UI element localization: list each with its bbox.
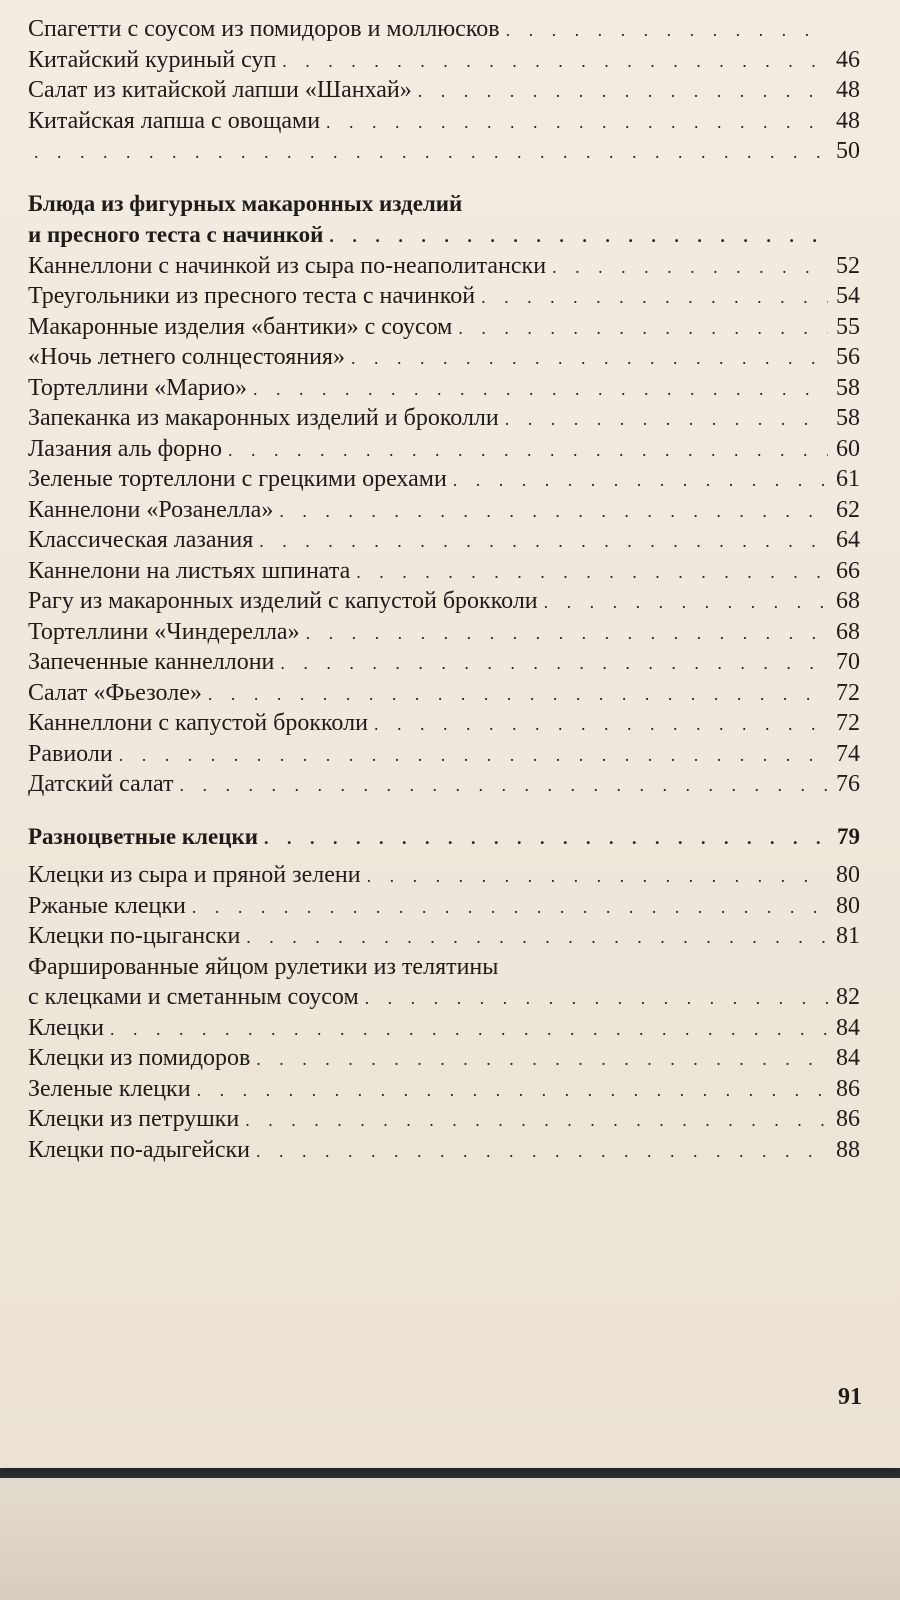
toc-entry-title: Классическая лазания: [28, 527, 254, 553]
section-heading-page: 79: [837, 823, 860, 849]
dot-leader: [256, 1141, 828, 1162]
toc-entry: [28, 497, 860, 528]
toc-entry-page: 60: [836, 435, 860, 462]
dot-leader: [180, 775, 829, 796]
dot-leader: [329, 226, 828, 247]
toc-entry-page: 55: [836, 313, 860, 340]
toc-entry-title: Датский салат: [28, 771, 174, 797]
toc-entry: [28, 108, 860, 139]
section-spacer: [28, 169, 860, 191]
section-heading: [28, 191, 860, 222]
toc-entry-title: Каннеллони с капустой брокколи: [28, 710, 368, 736]
toc-entry-title: Клецки: [28, 1014, 104, 1041]
toc-entry-page: 56: [836, 344, 860, 370]
toc-entry: [28, 1106, 860, 1137]
dot-leader: [208, 684, 828, 705]
dot-leader: [453, 470, 828, 491]
toc-entry-title: Салат из китайской лапши «Шанхай»: [28, 77, 412, 103]
toc-entry-title: Салат «Фьезоле»: [28, 679, 202, 706]
toc-entry: [28, 923, 860, 954]
dot-leader: [506, 20, 828, 41]
toc-entry-title: Ржаные клецки: [28, 892, 186, 919]
section-heading-title: Разноцветные клецки: [28, 823, 259, 849]
toc-entry: [28, 710, 860, 741]
toc-entry-title: Каннелони «Розанелла»: [28, 496, 274, 523]
toc-entry-title: Клецки по-цыгански: [28, 923, 241, 949]
dot-leader: [505, 409, 828, 430]
table-of-contents: [28, 16, 860, 1167]
dot-leader: [228, 440, 828, 461]
toc-entry: [28, 1045, 860, 1076]
toc-entry: [28, 862, 860, 893]
toc-entry-page: 80: [836, 862, 860, 888]
toc-entry: [28, 466, 860, 497]
toc-entry-page: 82: [836, 984, 860, 1010]
toc-entry: [28, 984, 860, 1015]
dot-leader: [34, 142, 828, 163]
toc-entry-title: Спагетти с соусом из помидоров и моллюсков: [28, 16, 500, 42]
toc-entry-page: 46: [836, 46, 860, 73]
toc-entry-title: Тортеллини «Марио»: [28, 374, 247, 401]
dot-leader: [552, 257, 828, 278]
toc-entry-title: Каннеллони с начинкой из сыра по-неаполитански: [28, 252, 547, 279]
toc-entry-title: Китайский куриный суп: [28, 46, 277, 73]
dot-leader: [279, 501, 828, 522]
toc-entry-title: Запеканка из макаронных изделий и броколли: [28, 405, 499, 431]
dot-leader: [119, 745, 828, 766]
dot-leader: [374, 714, 828, 735]
toc-entry-page: 62: [836, 496, 860, 523]
toc-entry-title: Тортеллини «Чиндерелла»: [28, 618, 300, 645]
dot-leader: [280, 653, 828, 674]
toc-entry-title: Фаршированные яйцом рулетики из телятины: [28, 953, 499, 980]
toc-entry: [28, 436, 860, 467]
toc-entry-page: 52: [836, 252, 860, 279]
dot-leader: [418, 81, 828, 102]
toc-entry-title: Треугольники из пресного теста с начинкой: [28, 283, 476, 309]
dot-leader: [351, 348, 828, 369]
toc-entry: [28, 619, 860, 650]
dot-leader: [544, 592, 828, 613]
toc-entry-title: Запеченные каннеллони: [28, 649, 275, 675]
toc-entry-title: Китайская лапша с овощами: [28, 107, 321, 134]
toc-entry-page: 64: [836, 527, 860, 553]
dot-leader: [356, 562, 828, 583]
toc-entry-page: 61: [836, 466, 860, 492]
section-heading-line1: Блюда из фигурных макаронных изделий: [28, 190, 463, 216]
dot-leader: [365, 988, 828, 1009]
toc-entry-page: 68: [836, 588, 860, 614]
toc-entry-page: 68: [836, 618, 860, 645]
toc-entry-page: 84: [836, 1014, 860, 1041]
dot-leader: [458, 318, 828, 339]
toc-entry-page: 66: [836, 557, 860, 584]
dot-leader: [282, 51, 828, 72]
toc-entry: [28, 77, 860, 108]
page-number: 91: [838, 1384, 862, 1410]
toc-entry-page: 72: [836, 710, 860, 736]
dot-leader: [306, 623, 828, 644]
dot-leader: [367, 866, 828, 887]
toc-entry: [28, 558, 860, 589]
toc-entry: [28, 649, 860, 680]
toc-entry-title: с клецками и сметанным соусом: [28, 984, 359, 1010]
toc-entry-title: Лазания аль форно: [28, 435, 222, 462]
dot-leader: [256, 1049, 828, 1070]
toc-entry: [28, 680, 860, 711]
toc-entry-title: Клецки из сыра и пряной зелени: [28, 862, 361, 888]
toc-entry-page: 48: [836, 107, 860, 134]
toc-entry: [28, 253, 860, 284]
toc-entry-page: 54: [836, 283, 860, 309]
toc-entry-page: 86: [836, 1106, 860, 1132]
toc-entry-page: 84: [836, 1045, 860, 1071]
toc-entry-page: 80: [836, 892, 860, 919]
toc-entry: [28, 314, 860, 345]
dot-leader: [110, 1019, 828, 1040]
toc-entry: [28, 405, 860, 436]
toc-entry-title: Равиоли: [28, 740, 113, 767]
toc-entry: [28, 954, 860, 985]
toc-entry: [28, 527, 860, 558]
toc-entry-title: Каннелони на листьях шпината: [28, 557, 351, 584]
toc-entry: [28, 1137, 860, 1168]
section-heading: [28, 824, 860, 855]
toc-entry-title: Рагу из макаронных изделий с капустой брокколи: [28, 588, 538, 614]
toc-entry-page: 58: [836, 374, 860, 401]
dot-leader: [246, 927, 828, 948]
dot-leader: [481, 287, 828, 308]
section-heading: [28, 222, 860, 253]
toc-entry-page: 48: [836, 77, 860, 103]
toc-entry-title: Макаронные изделия «бантики» с соусом: [28, 313, 453, 340]
toc-entry-page: 76: [836, 771, 860, 797]
section-spacer: [28, 802, 860, 824]
toc-entry: [28, 771, 860, 802]
toc-entry-page: 72: [836, 679, 860, 706]
toc-entry: [28, 138, 860, 169]
toc-entry: [28, 344, 860, 375]
toc-entry: [28, 16, 860, 47]
toc-entry-page: 81: [836, 923, 860, 949]
toc-entry: [28, 741, 860, 772]
dot-leader: [197, 1080, 828, 1101]
toc-entry: [28, 375, 860, 406]
toc-entry: [28, 893, 860, 924]
toc-entry: [28, 1015, 860, 1046]
toc-entry-title: «Ночь летнего солнцестояния»: [28, 344, 345, 370]
toc-entry-page: 86: [836, 1075, 860, 1102]
dot-leader: [192, 897, 828, 918]
toc-entry-title: Клецки по-адыгейски: [28, 1136, 250, 1163]
toc-entry-page: 70: [836, 649, 860, 675]
toc-entry-page: 74: [836, 740, 860, 767]
dot-leader: [264, 828, 828, 849]
toc-entry-title: Зеленые тортеллони с грецкими орехами: [28, 466, 447, 492]
toc-entry-title: Зеленые клецки: [28, 1075, 191, 1102]
section-heading-line2: и пресного теста с начинкой: [28, 221, 324, 247]
toc-entry-page: 58: [836, 405, 860, 431]
toc-entry: [28, 283, 860, 314]
dot-leader: [253, 379, 828, 400]
table-surface: [0, 1470, 900, 1600]
toc-entry-page: 50: [836, 138, 860, 164]
dot-leader: [245, 1110, 828, 1131]
dot-leader: [259, 531, 828, 552]
toc-entry-title: Клецки из петрушки: [28, 1106, 240, 1132]
toc-entry: [28, 1076, 860, 1107]
toc-entry: [28, 588, 860, 619]
toc-entry-page: 88: [836, 1136, 860, 1163]
toc-entry-title: Клецки из помидоров: [28, 1045, 251, 1071]
dot-leader: [326, 112, 828, 133]
toc-entry: [28, 47, 860, 78]
